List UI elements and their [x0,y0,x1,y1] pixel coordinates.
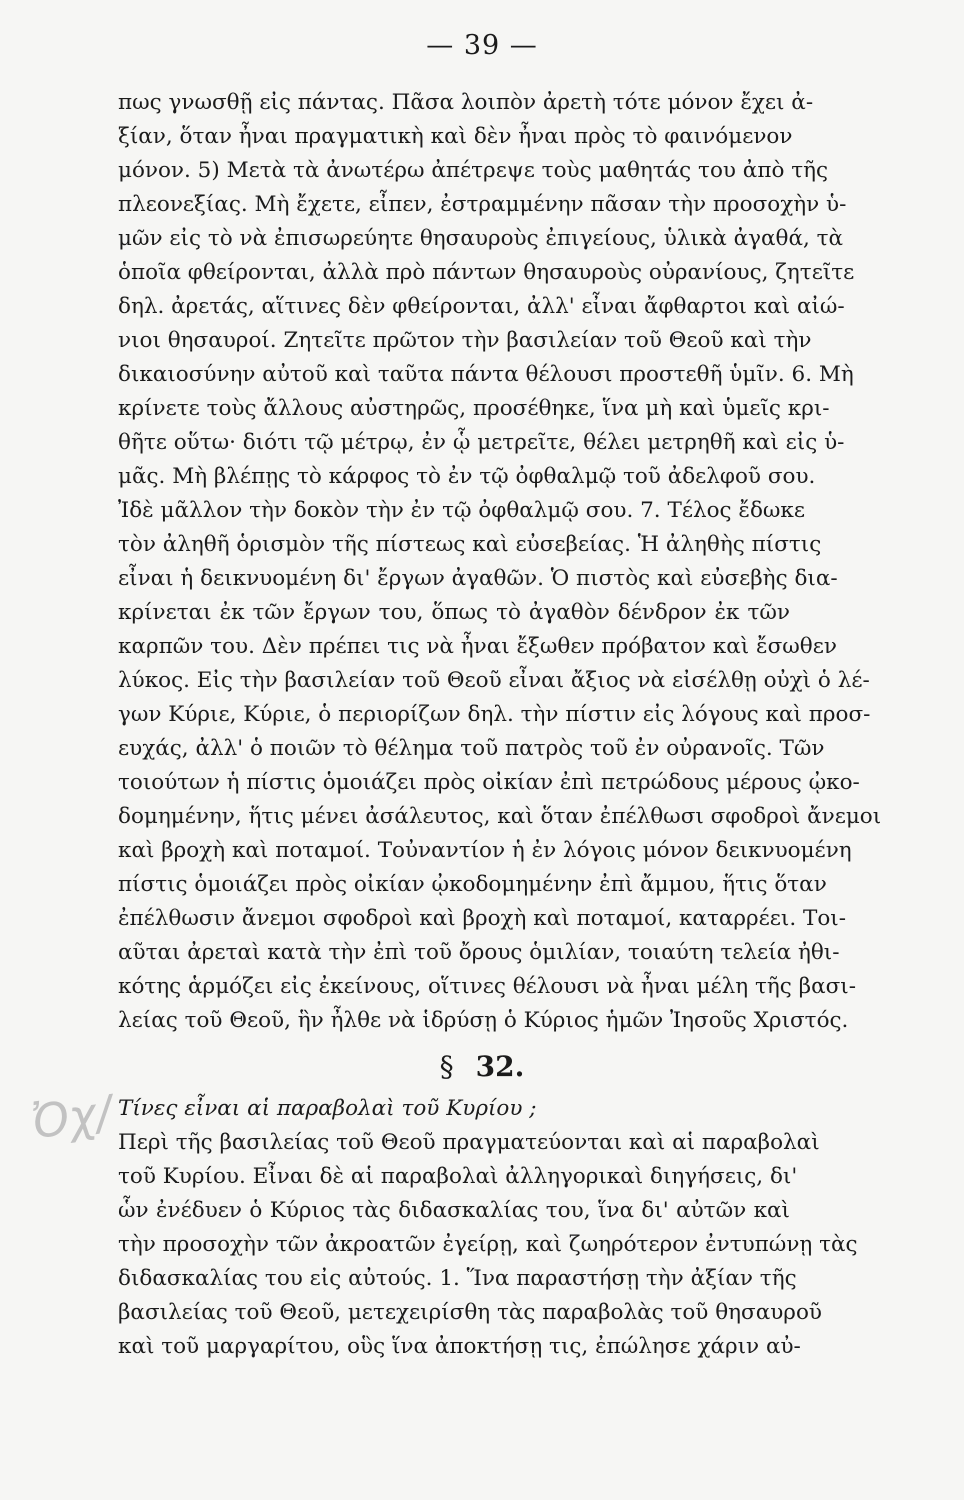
text-line: Περὶ τῆς βασιλείας τοῦ Θεοῦ πραγματεύονται καὶ αἱ παραβολαὶ [118,1130,820,1155]
section-number: 32. [475,1050,525,1083]
text-line: καὶ βροχὴ καὶ ποταμοί. Τοὐναντίον ἡ ἐν λόγοις μόνον δεικνυομένη [118,838,852,863]
text-line: θῆτε οὕτω· διότι τῷ μέτρῳ, ἐν ᾧ μετρεῖτε, θέλει μετρηθῆ καὶ εἰς ὑ- [118,430,845,455]
text-line: τοῦ Κυρίου. Εἶναι δὲ αἱ παραβολαὶ ἀλληγορικαὶ διηγήσεις, δι' [118,1164,798,1189]
text-line: μόνον. 5) Μετὰ τὰ ἀνωτέρω ἀπέτρεψε τοὺς μαθητάς του ἀπὸ τῆς [118,158,829,183]
text-line: τοιούτων ἡ πίστις ὁμοιάζει πρὸς οἰκίαν ἐπὶ πετρώδους μέρους ᾠκο- [118,770,860,795]
text-line: πλεονεξίας. Μὴ ἔχετε, εἶπεν, ἐστραμμένην πᾶσαν τὴν προσοχὴν ὑ- [118,192,847,217]
text-line: μᾶς. Μὴ βλέπῃς τὸ κάρφος τὸ ἐν τῷ ὀφθαλμῷ τοῦ ἀδελφοῦ σου. [118,464,816,489]
text-line: κότης ἁρμόζει εἰς ἐκείνους, οἵτινες θέλουσι νὰ ἦναι μέλη τῆς βασι- [118,974,856,999]
text-line: νιοι θησαυροί. Ζητεῖτε πρῶτον τὴν βασιλείαν τοῦ Θεοῦ καὶ τὴν [118,328,812,353]
main-text [118,86,882,1038]
section-symbol: § [439,1050,454,1083]
text-line: ἐπέλθωσιν ἄνεμοι σφοδροὶ καὶ βροχὴ καὶ ποταμοί, καταρρέει. Τοι- [118,906,846,931]
text-line: λείας τοῦ Θεοῦ, ἣν ἦλθε νὰ ἱδρύσῃ ὁ Κύριος ἡμῶν Ἰησοῦς Χριστός. [118,1008,849,1033]
text-line: ὁποῖα φθείρονται, ἀλλὰ πρὸ πάντων θησαυροὺς οὐρανίους, ζητεῖτε [118,260,855,285]
text-line: ὧν ἐνέδυεν ὁ Κύριος τὰς διδασκαλίας του, ἵνα δι' αὐτῶν καὶ [118,1198,790,1223]
margin-handwritten-note: Ὀχ/ [28,1084,116,1150]
text-line: δηλ. ἀρετάς, αἵτινες δὲν φθείρονται, ἀλλ' εἶναι ἄφθαρτοι καὶ αἰώ- [118,294,845,319]
text-line: τὸν ἀληθῆ ὁρισμὸν τῆς πίστεως καὶ εὐσεβείας. Ἡ ἀληθὴς πίστις [118,532,822,557]
text-line: λύκος. Εἰς τὴν βασιλείαν τοῦ Θεοῦ εἶναι ἄξιος νὰ εἰσέλθῃ οὐχὶ ὁ λέ- [118,668,870,693]
text-line: κρίνεται ἐκ τῶν ἔργων του, ὅπως τὸ ἀγαθὸν δένδρον ἐκ τῶν [118,600,790,625]
text-line: ευχάς, ἀλλ' ὁ ποιῶν τὸ θέλημα τοῦ πατρὸς τοῦ ἐν οὐρανοῖς. Τῶν [118,736,825,761]
section-text [118,1092,858,1364]
text-line: καρπῶν του. Δὲν πρέπει τις νὰ ἦναι ἔξωθεν πρόβατον καὶ ἔσωθεν [118,634,837,659]
text-line: γων Κύριε, Κύριε, ὁ περιορίζων δηλ. τὴν πίστιν εἰς λόγους καὶ προσ- [118,702,871,727]
text-line: Ἰδὲ μᾶλλον τὴν δοκὸν τὴν ἐν τῷ ὀφθαλμῷ σου. 7. Τέλος ἔδωκε [118,498,805,523]
text-line: καὶ τοῦ μαργαρίτου, οὓς ἵνα ἀποκτήσῃ τις, ἐπώλησε χάριν αὐ- [118,1334,801,1359]
text-line: πίστις ὁμοιάζει πρὸς οἰκίαν ᾠκοδομημένην ἐπὶ ἄμμου, ἥτις ὅταν [118,872,827,897]
text-line: δικαιοσύνην αὐτοῦ καὶ ταῦτα πάντα θέλουσι προστεθῆ ὑμῖν. 6. Μὴ [118,362,854,387]
page-number: — 39 — [426,30,538,61]
text-line: δομημένην, ἥτις μένει ἀσάλευτος, καὶ ὅταν ἐπέλθωσι σφοδροὶ ἄνεμοι [118,804,882,829]
text-line: αῦται ἀρεταὶ κατὰ τὴν ἐπὶ τοῦ ὄρους ὁμιλίαν, τοιαύτη τελεία ἠθι- [118,940,840,965]
text-line: ξίαν, ὅταν ἦναι πραγματικὴ καὶ δὲν ἦναι πρὸς τὸ φαινόμενον [118,124,793,149]
section-question: Τίνες εἶναι αἱ παραβολαὶ τοῦ Κυρίου ; [118,1096,537,1121]
text-line: διδασκαλίας του εἰς αὐτούς. 1. Ἵνα παραστήσῃ τὴν ἀξίαν τῆς [118,1266,797,1291]
text-line: κρίνετε τοὺς ἄλλους αὐστηρῶς, προσέθηκε, ἵνα μὴ καὶ ὑμεῖς κρι- [118,396,830,421]
text-line: βασιλείας τοῦ Θεοῦ, μετεχειρίσθη τὰς παραβολὰς τοῦ θησαυροῦ [118,1300,822,1325]
section-heading [0,1050,964,1083]
text-line: εἶναι ἡ δεικνυομένη δι' ἔργων ἀγαθῶν. Ὁ πιστὸς καὶ εὐσεβὴς δια- [118,566,838,591]
text-line: τὴν προσοχὴν τῶν ἀκροατῶν ἐγείρῃ, καὶ ζωηρότερον ἐντυπώνῃ τὰς [118,1232,858,1257]
text-line: μῶν εἰς τὸ νὰ ἐπισωρεύητε θησαυροὺς ἐπιγείους, ὑλικὰ ἀγαθά, τὰ [118,226,844,251]
text-line: πως γνωσθῇ εἰς πάντας. Πᾶσα λοιπὸν ἀρετὴ τότε μόνον ἔχει ἀ- [118,90,814,115]
